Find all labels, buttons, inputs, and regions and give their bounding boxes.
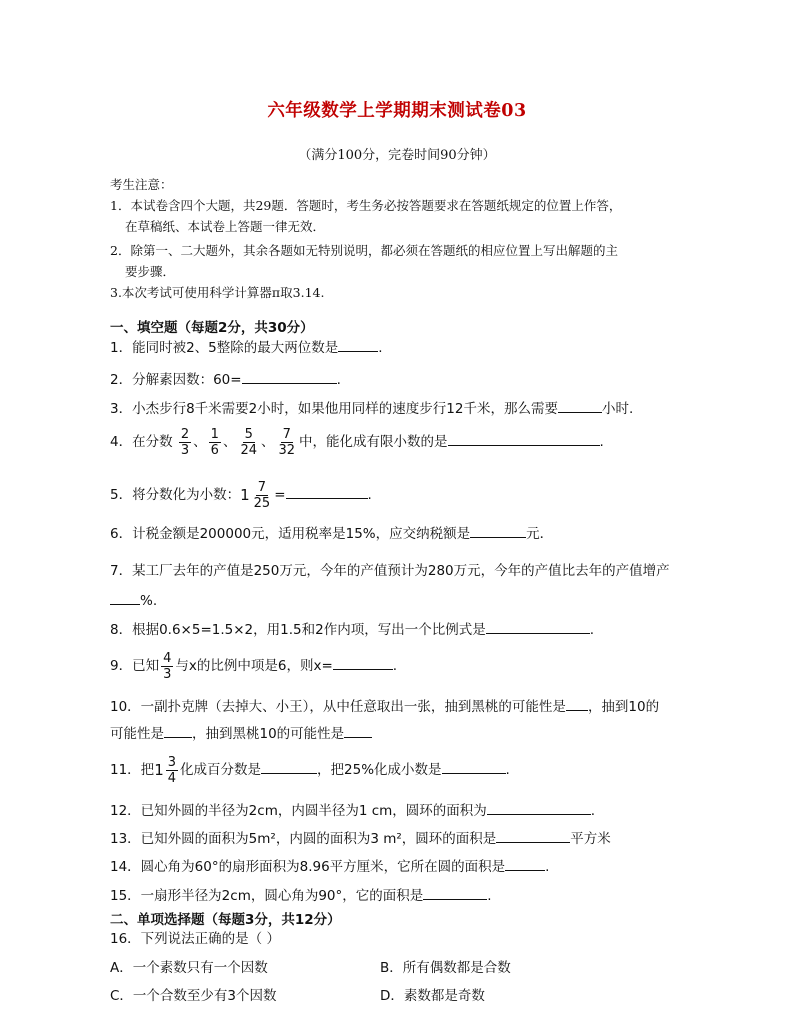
notice-line-2b: 要步骤． [125, 264, 176, 279]
answer-blank[interactable] [496, 828, 570, 843]
question-text: 5．将分数化为小数： [110, 487, 241, 503]
question-text: 与x的比例中项是6，则x= [175, 658, 333, 674]
fraction: $\frac{3}{4}$ [167, 754, 177, 786]
question-14: 14．圆心角为60°的扇形面积为8.96平方厘米，它所在圆的面积是 . [110, 856, 549, 877]
answer-blank[interactable] [448, 431, 600, 446]
question-2 [110, 369, 341, 390]
question-16: 16．下列说法正确的是（ ） [110, 931, 280, 947]
option-c[interactable]: C．一个合数至少有3个因数 [110, 988, 277, 1004]
question-end: . [336, 372, 341, 388]
question-text: 7．某工厂去年的产值是250万元，今年的产值预计为280万元，今年的产值比去年的产值增产 [110, 563, 670, 579]
answer-blank[interactable] [486, 619, 590, 634]
answer-blank[interactable] [338, 337, 378, 352]
question-6: 6．计税金额是200000元，适用税率是15%，应交纳税额是 元． [110, 523, 553, 544]
fraction: $\frac{4}{3}$ [163, 650, 172, 682]
notice-line-2: 2．除第一、二大题外，其余各题如无特别说明，都必须在答题纸的相应位置上写出解题的主 [110, 243, 618, 258]
answer-blank[interactable] [558, 398, 602, 413]
answer-blank[interactable] [470, 523, 526, 538]
question-text: 12．已知外圆的半径为2cm，内圆半径为1 cm，圆环的面积为 [110, 803, 487, 819]
answer-blank[interactable] [261, 759, 317, 774]
notice-line-3: 3.本次考试可使用科学计算器π取3.14. [110, 285, 325, 300]
fraction: $\frac{7}{25}$ [253, 479, 271, 511]
answer-blank[interactable] [344, 723, 372, 738]
question-10: 10．一副扑克牌（去掉大、小王），从中任意取出一张，抽到黑桃的可能性是 ，抽到10的 [110, 696, 659, 717]
notice-line-1b: 在草稿纸、本试卷上答题一律无效． [125, 219, 326, 234]
question-text: 1．能同时被2、5整除的最大两位数是 [110, 340, 339, 356]
question-text: 中，能化成有限小数的是 [299, 434, 448, 450]
question-text: 4．在分数 [110, 434, 173, 450]
question-end: 小时. [601, 401, 634, 417]
question-7 [110, 561, 670, 581]
option-d[interactable]: D．素数都是奇数 [380, 988, 485, 1004]
question-1 [110, 337, 383, 358]
answer-blank[interactable] [242, 369, 337, 384]
question-5: 5．将分数化为小数：1 $\frac{7}{25}$ = . [110, 479, 372, 511]
question-9: 9．已知 $\frac{4}{3}$ 与x的比例中项是6，则x= . [110, 650, 398, 682]
question-3 [110, 398, 633, 419]
question-text: 15．一扇形半径为2cm，圆心角为90°，它的面积是 [110, 888, 424, 904]
answer-blank[interactable] [566, 696, 588, 711]
question-15: 15．一扇形半径为2cm，圆心角为90°，它的面积是 . [110, 885, 492, 906]
question-text: 8．根据0.6×5=1.5×2，用1.5和2作内项，写出一个比例式是 [110, 622, 486, 638]
question-text: 11．把 [110, 762, 155, 778]
answer-blank[interactable] [110, 590, 140, 605]
answer-blank[interactable] [333, 655, 393, 670]
page-title: 六年级数学上学期期末测试卷03 [267, 101, 527, 121]
section-heading-fill-in: 一、填空题（每题2分，共30分） [110, 320, 314, 336]
question-8: 8．根据0.6×5=1.5×2，用1.5和2作内项，写出一个比例式是 . [110, 619, 594, 640]
question-10-continued: 可能性是 ，抽到黑桃10的可能性是 [110, 723, 372, 744]
question-text: 9．已知 [110, 658, 160, 674]
answer-blank[interactable] [164, 723, 192, 738]
question-13: 13．已知外圆的面积为5m²，内圆的面积为3 m²，圆环的面积是 平方米 [110, 828, 611, 849]
notice-line-1: 1．本试卷含四个大题，共29题．答题时，考生务必按答题要求在答题纸规定的位置上作答， [110, 198, 622, 213]
answer-blank[interactable] [286, 484, 368, 499]
question-12: 12．已知外圆的半径为2cm，内圆半径为1 cm，圆环的面积为 . [110, 800, 595, 821]
question-11: 11．把1 $\frac{3}{4}$ 化成百分数是 ，把25%化成小数是 . [110, 754, 510, 786]
fraction: $\frac{2}{3}$ [180, 426, 190, 458]
question-text: 2．分解素因数：60= [110, 372, 242, 388]
question-end: . [378, 340, 383, 356]
option-a[interactable]: A．一个素数只有一个因数 [110, 960, 268, 976]
question-text: 13．已知外圆的面积为5m²，内圆的面积为3 m²，圆环的面积是 [110, 831, 497, 847]
option-b[interactable]: B．所有偶数都是合数 [380, 960, 511, 976]
question-text: 6．计税金额是200000元，适用税率是15%，应交纳税额是 [110, 526, 471, 542]
answer-blank[interactable] [423, 885, 487, 900]
notice-heading: 考生注意： [110, 177, 173, 192]
exam-info: （满分100分，完卷时间90分钟） [298, 148, 496, 163]
question-4: 4．在分数 $\frac{2}{3}$ 、 $\frac{1}{6}$ 、 $\frac{5}{24}$ 、 $\frac{7}{32}$ 中，能化成有限小数的是 . [110, 426, 604, 458]
answer-blank[interactable] [442, 759, 506, 774]
fraction: $\frac{5}{24}$ [240, 426, 257, 458]
answer-blank[interactable] [487, 800, 591, 815]
question-text: 10．一副扑克牌（去掉大、小王），从中任意取出一张，抽到黑桃的可能性是 [110, 699, 566, 715]
question-text: 3．小杰步行8千米需要2小时，如果他用同样的速度步行12千米，那么需要 [110, 401, 558, 417]
question-7-continued: %. [110, 590, 157, 611]
question-text: 14．圆心角为60°的扇形面积为8.96平方厘米，它所在圆的面积是 [110, 859, 506, 875]
section-heading-multiple-choice: 二、单项选择题（每题3分，共12分） [110, 912, 341, 928]
fraction: $\frac{7}{32}$ [278, 426, 296, 458]
answer-blank[interactable] [505, 856, 545, 871]
fraction: $\frac{1}{6}$ [210, 426, 219, 458]
